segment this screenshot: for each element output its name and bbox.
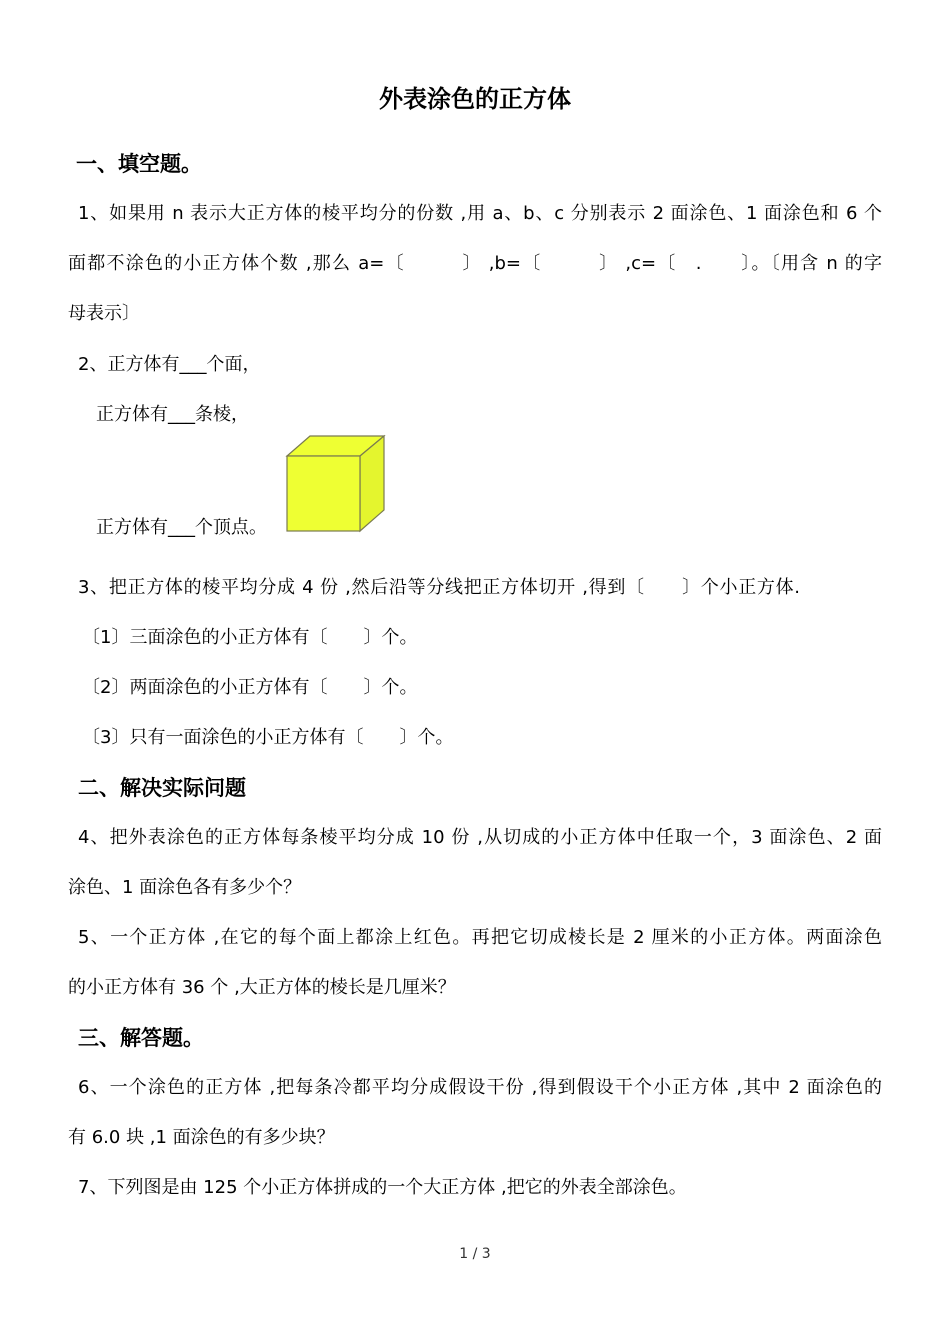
q6-line-2: 有 6.0 块 ,1 面涂色的有多少块？ [68, 1127, 335, 1148]
q7-line-1: 7、下列图是由 125 个小正方体拼成的一个大正方体 ,把它的外表全部涂色。 [78, 1177, 687, 1198]
q1-line-2: 面都不涂色的小正方体个数 ,那么 a=〔 〕 ,b=〔 〕 ,c=〔 . 〕。〔用含 n 的字 [68, 253, 882, 274]
q4-line-1: 4、把外表涂色的正方体每条棱平均分成 10 份 ,从切成的小正方体中任取一个，3 面涂色、2 面 [78, 827, 882, 848]
section-1-heading: 一、填空题。 [76, 152, 202, 176]
q3-sub-2: 〔2〕两面涂色的小正方体有〔 〕个。 [82, 677, 418, 698]
q2-line-2: 正方体有___条棱， [96, 404, 249, 425]
section-2-heading: 二、解决实际问题 [78, 776, 246, 800]
q3-sub-3: 〔3〕只有一面涂色的小正方体有〔 〕个。 [82, 727, 454, 748]
q3-line-1: 3、把正方体的棱平均分成 4 份 ,然后沿等分线把正方体切开 ,得到〔 〕个小正方体. [78, 577, 800, 598]
page-title: 外表涂色的正方体 [379, 85, 571, 113]
q1-line-1: 1、如果用 n 表示大正方体的棱平均分的份数 ,用 a、b、c 分别表示 2 面涂色、1 面涂色和 6 个 [78, 203, 882, 224]
cube-front-face [287, 456, 360, 531]
q2-line-1: 2、正方体有___个面， [78, 354, 261, 375]
q3-sub-1: 〔1〕三面涂色的小正方体有〔 〕个。 [82, 627, 418, 648]
q5-line-2: 的小正方体有 36 个 ,大正方体的棱长是几厘米？ [68, 977, 456, 998]
page-number: 1 / 3 [459, 1246, 491, 1262]
section-3-heading: 三、解答题。 [78, 1026, 204, 1050]
cube-illustration [284, 434, 388, 534]
q6-line-1: 6、一个涂色的正方体 ,把每条冷都平均分成假设干份 ,得到假设干个小正方体 ,其中 2 面涂色的 [78, 1077, 882, 1098]
q2-line-3: 正方体有___个顶点。 [96, 517, 267, 538]
q4-line-2: 涂色、1 面涂色各有多少个？ [68, 877, 302, 898]
q5-line-1: 5、一个正方体 ,在它的每个面上都涂上红色。再把它切成棱长是 2 厘米的小正方体。两面涂色 [78, 927, 882, 948]
q1-line-3: 母表示〕 [68, 303, 140, 324]
